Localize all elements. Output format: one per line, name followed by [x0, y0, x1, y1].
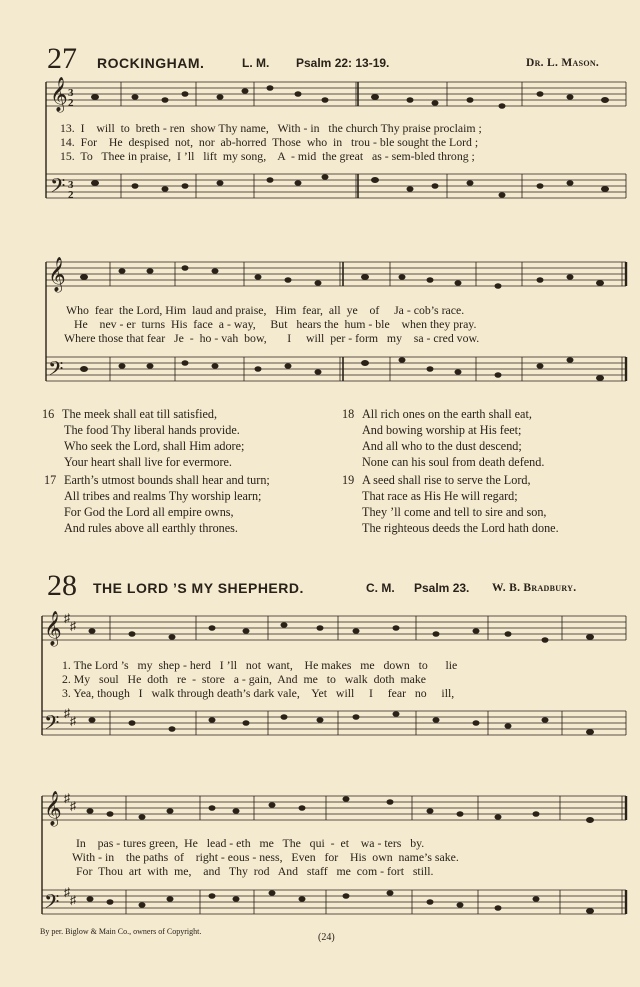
verse-16-line-3: Who seek the Lord, shall Him adore;	[64, 439, 245, 453]
verse-19-line-1: A seed shall rise to serve the Lord,	[362, 473, 531, 487]
svg-text:3: 3	[68, 179, 74, 191]
verse-18-line-2: And bowing worship at His feet;	[362, 423, 522, 437]
hymn-27-composer: Dr. L. Mason.	[526, 57, 600, 69]
svg-text:𝄢: 𝄢	[44, 890, 60, 918]
verse-17-number: 17	[44, 473, 57, 487]
svg-text:𝄢: 𝄢	[48, 357, 64, 385]
verse-18-line-4: None can his soul from death defend.	[362, 455, 545, 469]
verse-19-number: 19	[342, 473, 355, 487]
svg-text:𝄞: 𝄞	[50, 77, 68, 112]
svg-text:♯: ♯	[70, 619, 76, 633]
verse-17-line-4: And rules above all earthly thrones.	[64, 521, 238, 535]
verse-17-line-3: For God the Lord all empire owns,	[64, 505, 234, 519]
svg-text:♯: ♯	[64, 885, 70, 899]
svg-text:♯: ♯	[64, 791, 70, 805]
copyright-notice: By per. Biglow & Main Co., owners of Copyright.	[40, 927, 202, 936]
hymn-27-system-2-lyric-line-2: He nev - er turns His face a - way, But hears the hum - ble when they pray.	[74, 317, 477, 331]
verse-18-line-1: All rich ones on the earth shall eat,	[362, 407, 532, 421]
hymn-28-composer: W. B. Bradbury.	[492, 582, 577, 594]
hymn-28-system-1-lyric-line-2: 2. My soul He doth re - store a - gain, And me to walk doth make	[62, 672, 427, 686]
hymn-28-system-2-lyric-line-3: For Thou art with me, and Thy rod And staff me com - fort still.	[76, 864, 434, 878]
svg-text:𝄢: 𝄢	[44, 711, 60, 739]
verse-17-line-1: Earth’s utmost bounds shall hear and turn;	[64, 473, 270, 487]
hymn-28-system-1-lyric-line-1: 1. The Lord ’s my shep - herd I ’ll not want, He makes me down to lie	[62, 658, 458, 672]
svg-text:♯: ♯	[64, 611, 70, 625]
svg-text:♯: ♯	[70, 893, 76, 907]
hymn-28-meter: C. M.	[366, 581, 395, 595]
hymn-27-psalm: Psalm 22: 13-19.	[296, 56, 390, 70]
svg-text:2: 2	[68, 97, 74, 109]
verse-19-line-2: That race as His He will regard;	[362, 489, 518, 503]
verse-16-line-4: Your heart shall live for evermore.	[64, 455, 232, 469]
hymn-27-system-1-lyric-line-1: 13. I will to breth - ren show Thy name, With - in the church Thy praise proclaim ;	[60, 121, 482, 135]
verse-19-line-3: They ’ll come and tell to sire and son,	[362, 505, 547, 519]
hymn-28-system-2-lyric-line-2: With - in the paths of right - eous - ness, Even for His own name’s sake.	[72, 850, 459, 864]
verse-18-line-3: And all who to the dust descend;	[362, 439, 522, 453]
verse-16-line-2: The food Thy liberal hands provide.	[64, 423, 240, 437]
svg-text:2: 2	[68, 189, 74, 201]
hymn-27-system-2-lyric-line-1: Who fear the Lord, Him laud and praise, Him fear, all ye of Ja - cob’s race.	[66, 303, 465, 317]
hymn-28-system-1-lyric-line-3: 3. Yea, though I walk through death’s dark vale, Yet will I fear no ill,	[62, 686, 455, 700]
page-number: (24)	[318, 932, 335, 943]
hymn-27-number: 27	[47, 42, 77, 75]
hymn-27-meter: L. M.	[242, 56, 270, 70]
svg-text:𝄞: 𝄞	[44, 791, 62, 826]
svg-text:𝄞: 𝄞	[44, 611, 62, 646]
hymn-28-system-2-lyric-line-1: In pas - tures green, He lead - eth me The qui - et wa - ters by.	[76, 836, 425, 850]
svg-text:♯: ♯	[70, 799, 76, 813]
verse-16-line-1: The meek shall eat till satisfied,	[62, 407, 218, 421]
svg-text:♯: ♯	[70, 714, 76, 728]
svg-text:3: 3	[68, 87, 74, 99]
svg-text:𝄢: 𝄢	[50, 174, 66, 202]
hymn-28-number: 28	[47, 569, 77, 602]
verse-17-line-2: All tribes and realms Thy worship learn;	[64, 489, 262, 503]
svg-text:♯: ♯	[64, 706, 70, 720]
verse-18-number: 18	[342, 407, 355, 421]
svg-text:𝄞: 𝄞	[48, 257, 66, 292]
hymn-27-system-2-lyric-line-3: Where those that fear Je - ho - vah bow, I will per - form my sa - cred vow.	[64, 331, 480, 345]
hymn-28-psalm: Psalm 23.	[414, 581, 470, 595]
hymn-27-system-1-lyric-line-3: 15. To Thee in praise, I ’ll lift my song, A - mid the great as - sem-bled throng ;	[60, 149, 475, 163]
hymn-28-title: THE LORD ’S MY SHEPHERD.	[93, 580, 304, 596]
hymn-27-title: ROCKINGHAM.	[97, 55, 205, 71]
verse-16-number: 16	[42, 407, 55, 421]
hymn-27-system-1-lyric-line-2: 14. For He despised not, nor ab-horred Those who in trou - ble sought the Lord ;	[60, 135, 479, 149]
verse-19-line-4: The righteous deeds the Lord hath done.	[362, 521, 559, 535]
